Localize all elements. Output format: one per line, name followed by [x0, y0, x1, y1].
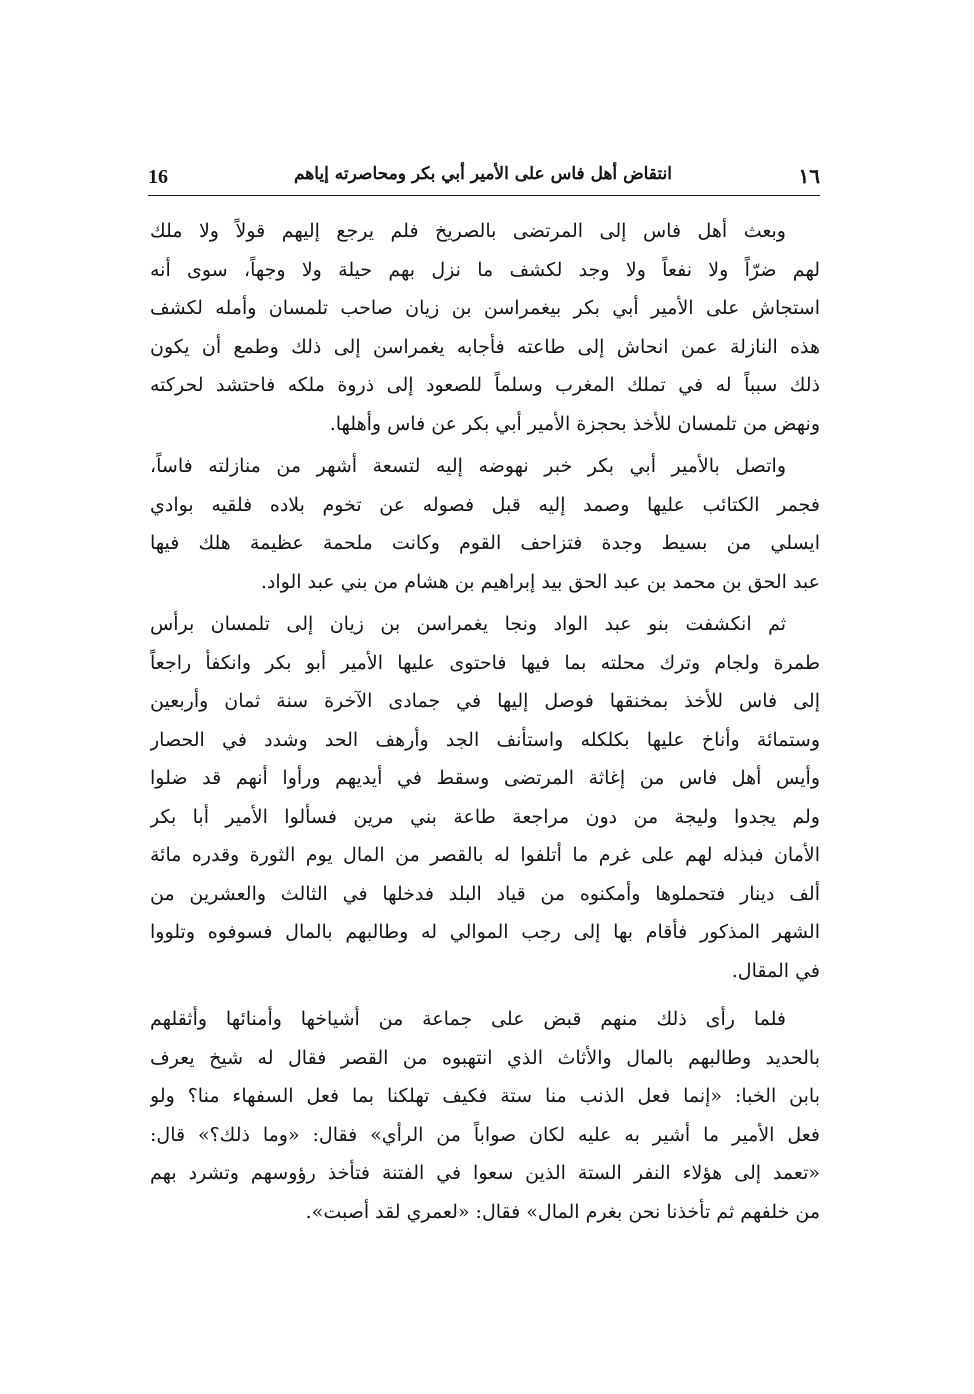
- text-line: فعل الأمير ما أشير به عليه لكان صواباً من الرأي» فقال: «وما ذلك؟» قال:: [150, 1123, 820, 1146]
- text-line: ذلك سبباً له في تملك المغرب وسلماً للصعود إلى ذروة ملكه فاحتشد لحركته: [150, 374, 820, 396]
- text-line: فجمر الكتائب عليها وصمد إليه قبل فصوله عن تخوم بلاده فلقيه بوادي: [150, 493, 820, 516]
- page-header: [148, 164, 820, 196]
- paragraph-3: [150, 605, 820, 990]
- text-line: الشهر المذكور فأقام بها إلى رجب الموالي له وطالبهم بالمال فسوفوه وتلووا: [150, 921, 820, 943]
- text-line: ونهض من تلمسان للأخذ بحجزة الأمير أبي بكر عن فاس وأهلها.: [329, 412, 820, 435]
- page-body: [150, 212, 820, 1235]
- text-line: لهم ضرّاً ولا نفعاً ولا وجد لكشف ما نزل بهم حيلة ولا وجهاً، سوى أنه: [150, 258, 820, 281]
- header-rule: [148, 195, 820, 196]
- text-line: استجاش على الأمير أبي بكر بيغمراسن بن زيان صاحب تلمسان وأمله لكشف: [150, 297, 820, 319]
- text-line: الأمان فبذله لهم على غرم ما أتلفوا له بالقصر من المال يوم الثورة وقدره مائة: [150, 844, 820, 866]
- paragraph-2: [150, 447, 820, 601]
- text-line: في المقال.: [731, 959, 820, 982]
- text-line: ألف دينار فتحملوها وأمكنوه من قياد البلد فدخلها في الثالث والعشرين من: [150, 882, 820, 905]
- text-line: هذه النازلة عمن انحاش إلى طاعته فأجابه يغمراسن إلى ذلك وطمع أن يكون: [150, 335, 820, 358]
- page-number-latin: 16: [148, 166, 168, 188]
- text-line: فلما رأى ذلك منهم قبض على جماعة من أشياخها وأمنائها وأثقلهم: [150, 1008, 786, 1030]
- text-line: وبعث أهل فاس إلى المرتضى بالصريخ فلم يرجع إليهم قولاً ولا ملك: [150, 220, 786, 242]
- running-title: انتقاض أهل فاس على الأمير أبي بكر ومحاصرته إياهم: [293, 164, 672, 184]
- text-line: ايسلي من بسيط وجدة فتزاحف القوم وكانت ملحمة عظيمة هلك فيها: [150, 532, 820, 554]
- text-line: واتصل بالأمير أبي بكر خبر نهوضه إليه لتسعة أشهر من منازلته فاساً،: [150, 455, 786, 477]
- text-line: وأيس أهل فاس من إغاثة المرتضى وسقط في أيديهم ورأوا أنهم قد ضلوا: [150, 767, 820, 789]
- page-number-arabic: ١٦: [798, 164, 820, 188]
- text-line: وستمائة وأناخ عليها بكلكله واستأنف الجد وأرهف الحد وشدد في الحصار: [150, 728, 820, 751]
- paragraph-1: [150, 212, 820, 443]
- text-line: طمرة ولجام وترك محلته بما فيها فاحتوى عليها الأمير أبو بكر وانكفأ راجعاً: [150, 651, 820, 674]
- text-line: بالحديد وطالبهم بالمال والأثاث الذي انتهبوه من القصر فقال له شيخ يعرف: [150, 1046, 820, 1069]
- text-line: ولم يجدوا وليجة من دون مراجعة طاعة بني مرين فسألوا الأمير أبا بكر: [150, 805, 820, 828]
- text-line: إلى فاس للأخذ بمخنقها فوصل إليها في جمادى الآخرة سنة ثمان وأربعين: [150, 690, 820, 712]
- paragraph-4: [150, 1000, 820, 1231]
- text-line: عبد الحق بن محمد بن عبد الحق بيد إبراهيم بن هشام من بني عبد الواد.: [260, 570, 820, 593]
- text-line: من خلفهم ثم تأخذنا نحن بغرم المال» فقال: «لعمري لقد أصبت».: [305, 1200, 820, 1223]
- text-line: بابن الخبا: «إنما فعل الذنب منا ستة فكيف تهلكنا بما فعل السفهاء منا؟ ولو: [150, 1085, 820, 1107]
- text-line: ثم انكشفت بنو عبد الواد ونجا يغمراسن بن زيان إلى تلمسان برأس: [150, 613, 787, 635]
- text-line: «تعمد إلى هؤلاء النفر الستة الذين سعوا في الفتنة فتأخذ رؤوسهم وتشرد بهم: [150, 1162, 820, 1184]
